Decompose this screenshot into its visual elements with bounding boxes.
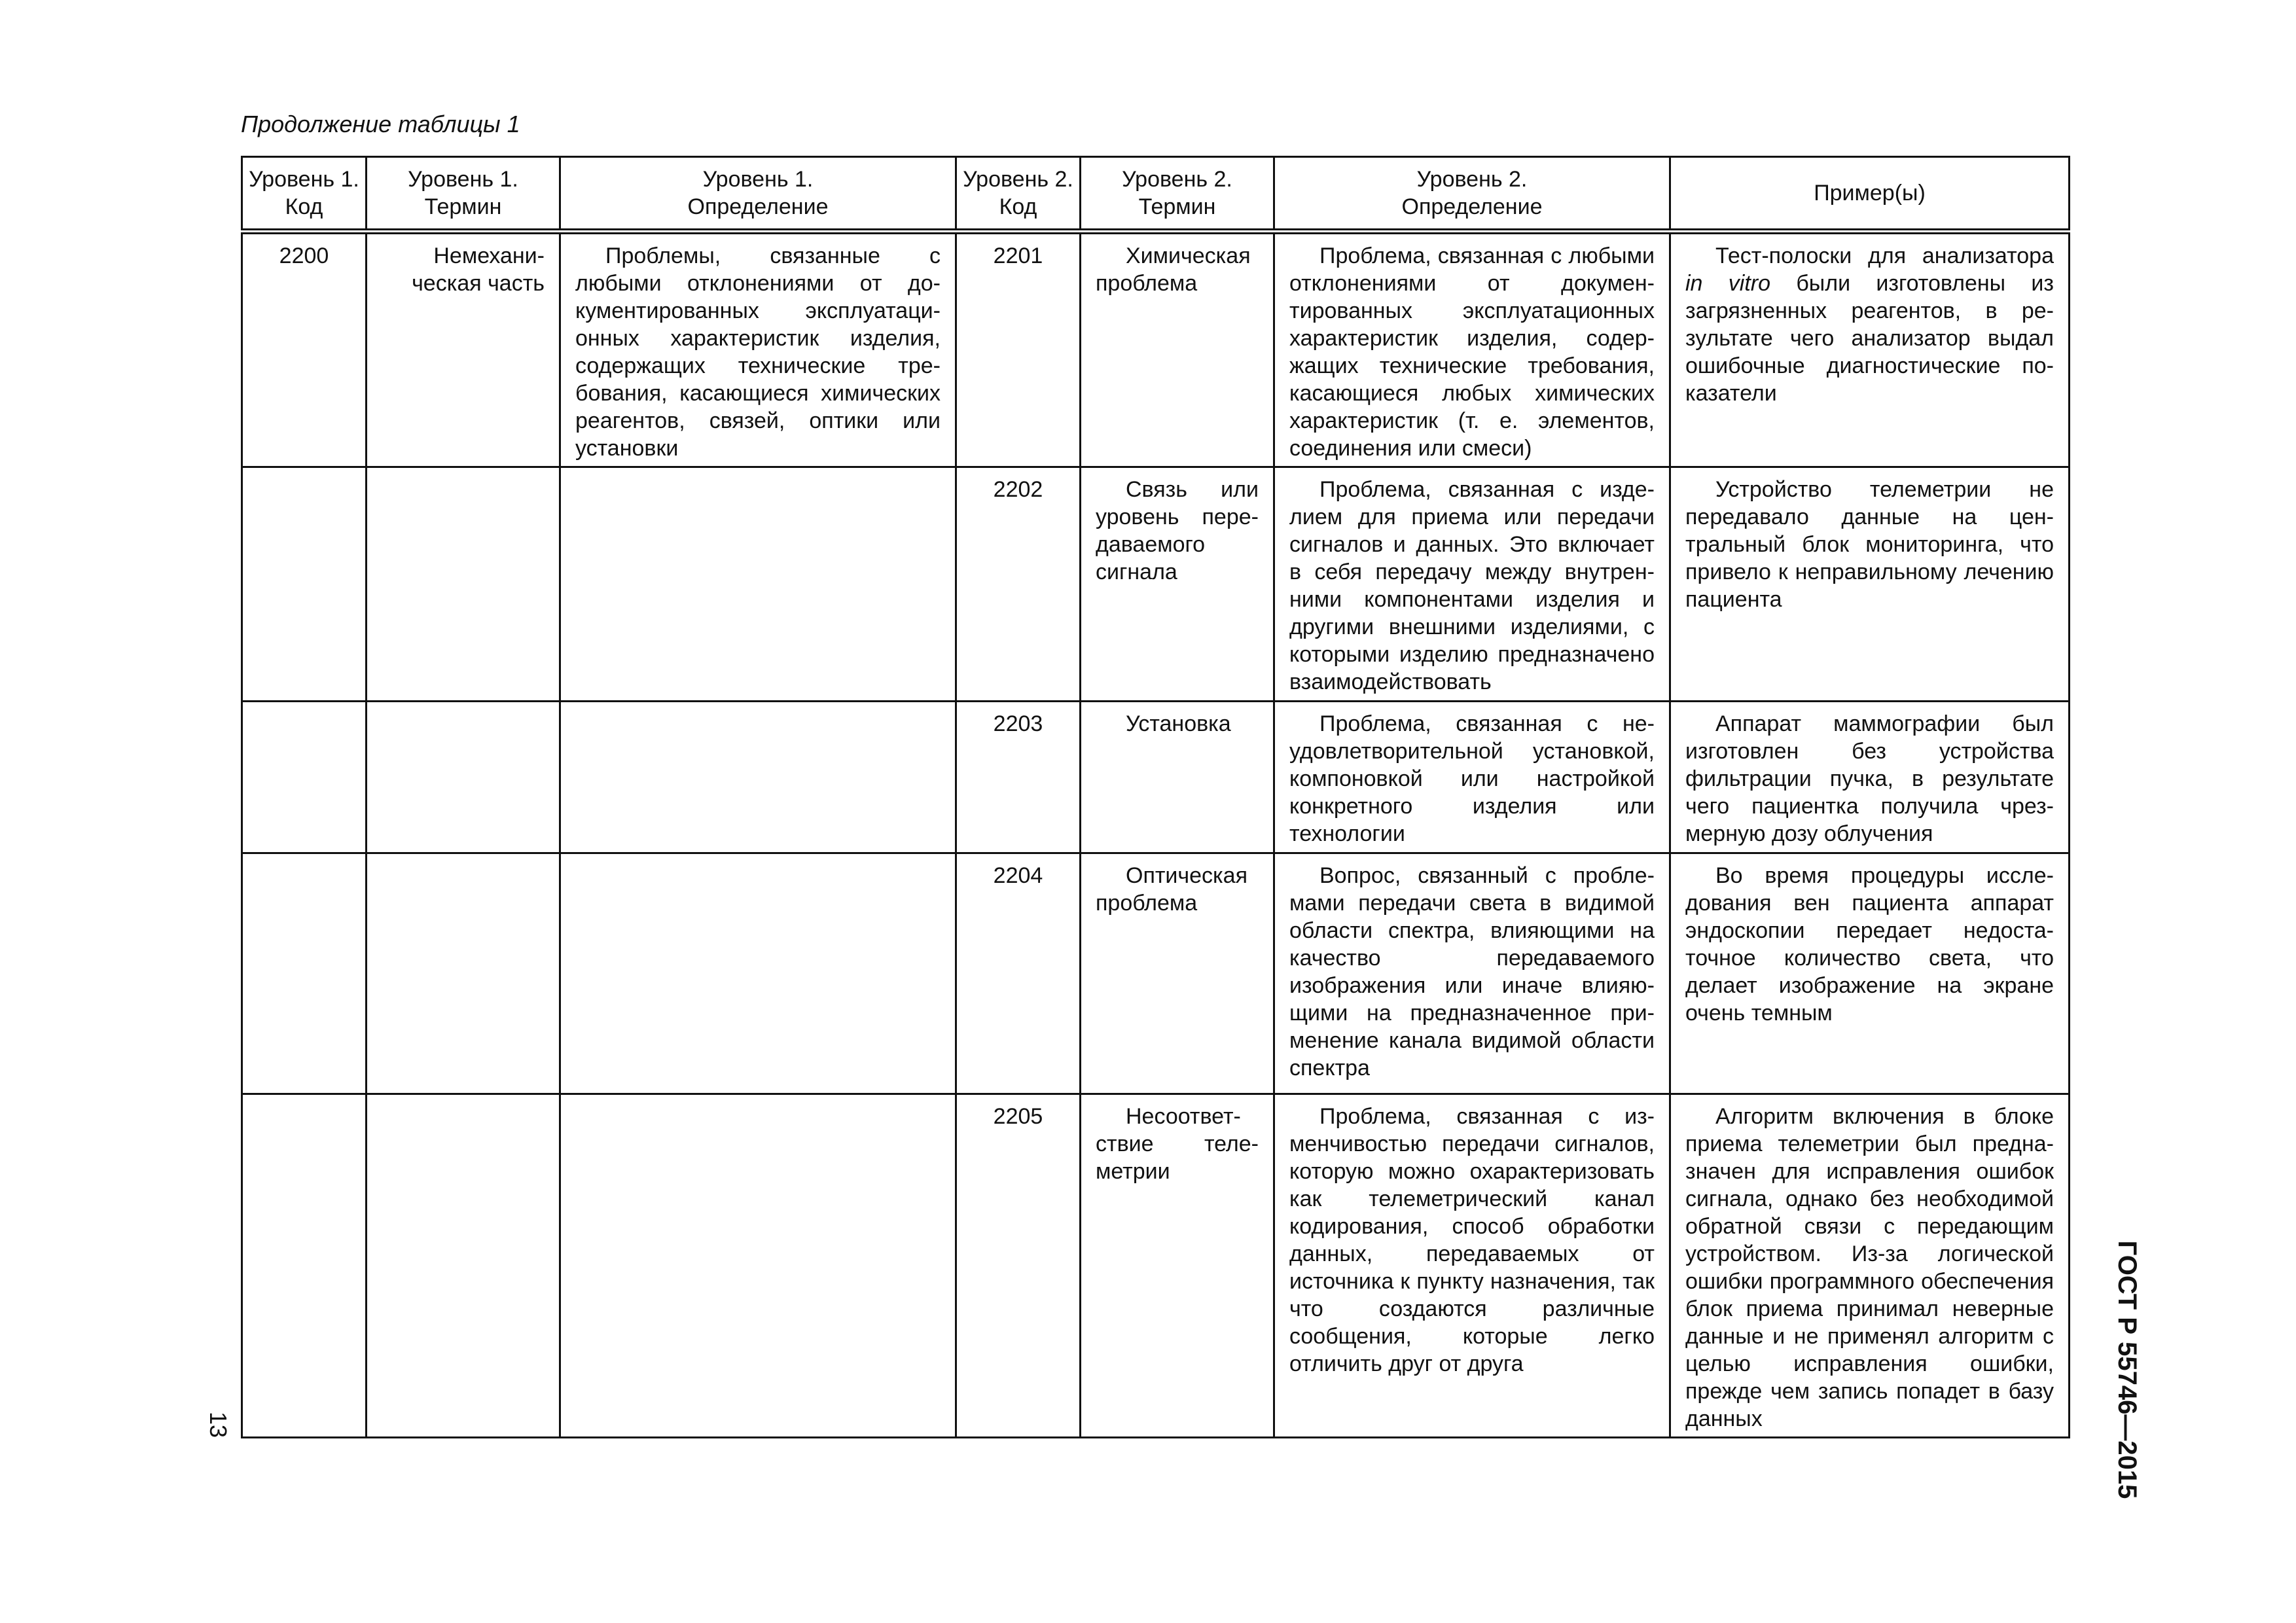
level2-code-cell: 2205 bbox=[956, 1094, 1081, 1438]
level2-definition-cell: Вопрос, связанный с проблемами передачи света в видимой области спектра, влияющими на качество передаваемого изображения или иначе влияющими на предназначенное применение канала видимой области спектра bbox=[1274, 853, 1670, 1094]
empty-cell bbox=[367, 1094, 560, 1438]
empty-cell bbox=[242, 853, 367, 1094]
example-cell: Во время процедуры исследования вен пациента аппарат эндоскопии передает недостаточное количество света, что делает изображение на экране очень темным bbox=[1670, 853, 2070, 1094]
table-row bbox=[242, 853, 2070, 1094]
page-number: 13 bbox=[205, 1411, 232, 1438]
empty-cell bbox=[242, 467, 367, 702]
level2-code-cell: 2203 bbox=[956, 702, 1081, 853]
empty-cell bbox=[560, 702, 956, 853]
example-cell: Алгоритм включения в блоке приема телеметрии был предназначен для исправления ошибок сигнала, однако без необходимой обратной связи с передающим устройством. Из-за логической ошибки программного обеспечения блок приема принимал неверные данные и не применял алгоритм с целью исправления ошибки, прежде чем запись попадет в базу данных bbox=[1670, 1094, 2070, 1438]
header-level1-definition bbox=[560, 157, 956, 232]
header-line: Уровень 1. bbox=[249, 167, 359, 192]
level1-term-cell: Немеханическая часть bbox=[367, 232, 560, 467]
empty-cell bbox=[242, 1094, 367, 1438]
example-cell: Аппарат маммографии был изготовлен без устройства фильтрации пучка, в результате чего пациентка получила чрезмерную дозу облучения bbox=[1670, 702, 2070, 853]
example-text: были изготовлены из загрязненных реагентов, в результате чего анализатор выдал ошибочные диагностические показатели bbox=[1685, 271, 2054, 406]
table-row bbox=[242, 1094, 2070, 1438]
header-line: Код bbox=[285, 194, 323, 219]
level2-term-cell: Несоответствие телеметрии bbox=[1081, 1094, 1274, 1438]
example-italic-text: in vitro bbox=[1685, 271, 1771, 296]
header-line: Определение bbox=[687, 194, 829, 219]
level1-code-cell: 2200 bbox=[242, 232, 367, 467]
header-level2-term bbox=[1081, 157, 1274, 232]
header-line: Термин bbox=[1138, 194, 1216, 219]
level2-term-cell: Установка bbox=[1081, 702, 1274, 853]
empty-cell bbox=[560, 1094, 956, 1438]
level1-definition-cell: Проблемы, связанные с любыми отклонениями от документированных эксплуатационных характеристик изделия, содержащих технические требования, касающиеся химических реагентов, связей, оптики или установки bbox=[560, 232, 956, 467]
header-level2-code bbox=[956, 157, 1081, 232]
header-line: Уровень 1. bbox=[408, 167, 518, 192]
level2-term-cell: Химическая проблема bbox=[1081, 232, 1274, 467]
level2-code-cell: 2204 bbox=[956, 853, 1081, 1094]
level2-definition-cell: Проблема, связанная с изменчивостью передачи сигналов, которую можно охарактеризовать как телеметрический канал кодирования, способ обработки данных, передаваемых от источника к пункту назначения, так что создаются различные сообщения, которые легко отличить друг от друга bbox=[1274, 1094, 1670, 1438]
example-cell: Устройство телеметрии не передавало данные на центральный блок мониторинга, что привело к неправильному лечению пациента bbox=[1670, 467, 2070, 702]
table-row bbox=[242, 467, 2070, 702]
header-line: Пример(ы) bbox=[1814, 181, 1926, 205]
header-line: Уровень 2. bbox=[1416, 167, 1528, 192]
header-line: Уровень 1. bbox=[702, 167, 814, 192]
empty-cell bbox=[367, 467, 560, 702]
empty-cell bbox=[242, 702, 367, 853]
header-level1-code bbox=[242, 157, 367, 232]
level2-term-cell: Связь или уровень передаваемого сигнала bbox=[1081, 467, 1274, 702]
level2-term-cell: Оптическая проблема bbox=[1081, 853, 1274, 1094]
standard-label: ГОСТ Р 55746—2015 bbox=[2113, 1240, 2142, 1499]
empty-cell bbox=[367, 702, 560, 853]
table-caption: Продолжение таблицы 1 bbox=[241, 111, 520, 137]
header-level1-term bbox=[367, 157, 560, 232]
header-level2-definition bbox=[1274, 157, 1670, 232]
table-row bbox=[242, 232, 2070, 467]
empty-cell bbox=[560, 853, 956, 1094]
table-header-row bbox=[242, 157, 2070, 232]
header-examples bbox=[1670, 157, 2070, 232]
header-line: Уровень 2. bbox=[963, 167, 1073, 192]
empty-cell bbox=[367, 853, 560, 1094]
example-text: Тест-полоски для анализатора bbox=[1715, 243, 2054, 268]
header-line: Термин bbox=[424, 194, 502, 219]
level2-definition-cell: Проблема, связанная с любыми отклонениями от документированных эксплуатационных характеристик изделия, содержащих технические требования, касающиеся любых химических характеристик (т. е. элементов, соединения или смеси) bbox=[1274, 232, 1670, 467]
header-line: Уровень 2. bbox=[1122, 167, 1232, 192]
level2-definition-cell: Проблема, связанная с неудовлетворительной установкой, компоновкой или настройкой конкретного изделия или технологии bbox=[1274, 702, 1670, 853]
table-row bbox=[242, 702, 2070, 853]
empty-cell bbox=[560, 467, 956, 702]
definitions-table bbox=[241, 156, 2070, 1438]
level2-code-cell: 2201 bbox=[956, 232, 1081, 467]
header-line: Определение bbox=[1401, 194, 1543, 219]
example-cell bbox=[1670, 232, 2070, 467]
level2-definition-cell: Проблема, связанная с изделием для приема или передачи сигналов и данных. Это включает в себя передачу между внутренними компонентами изделия и другими внешними изделиями, с которыми изделию предназначено взаимодействовать bbox=[1274, 467, 1670, 702]
header-line: Код bbox=[999, 194, 1037, 219]
level2-code-cell: 2202 bbox=[956, 467, 1081, 702]
